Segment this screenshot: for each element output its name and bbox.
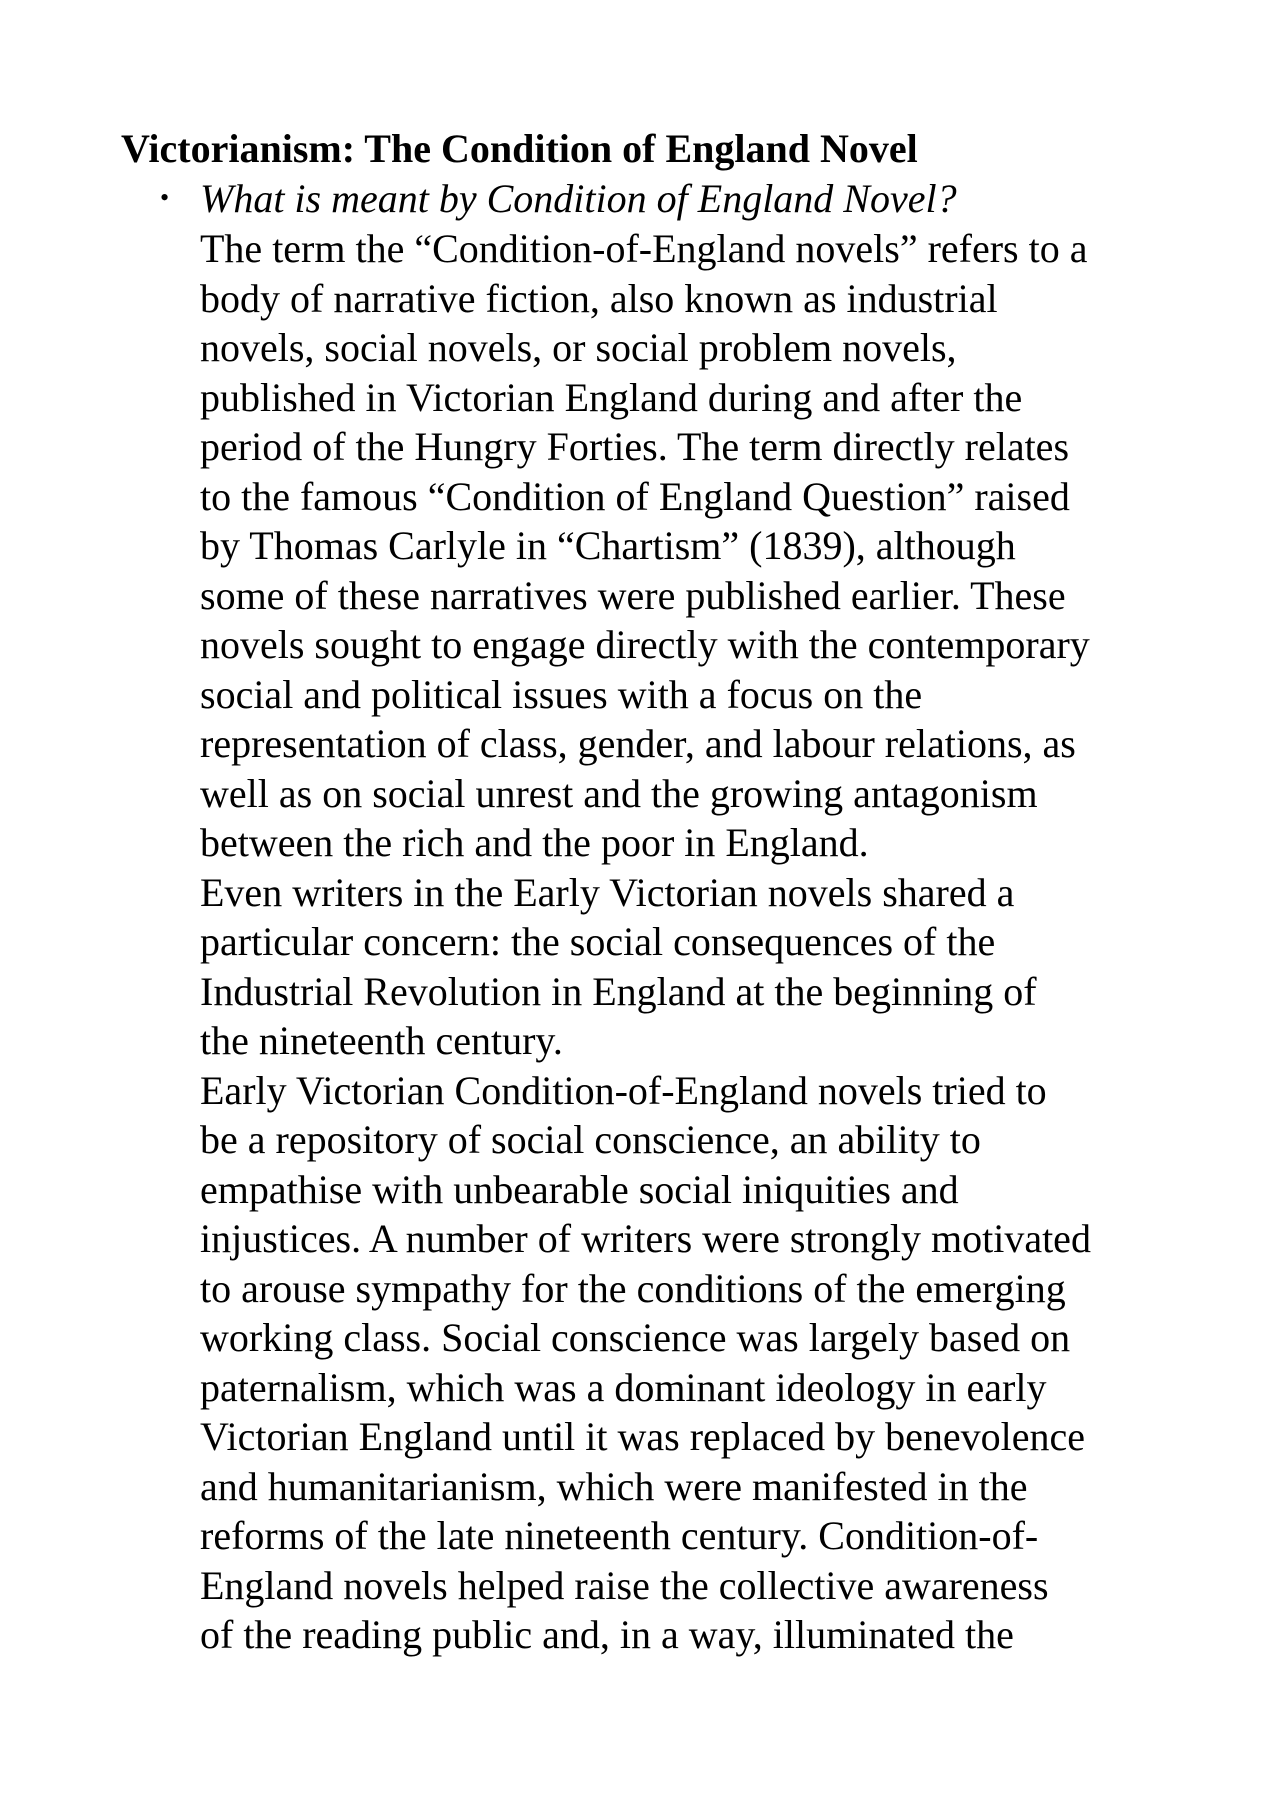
text-line: representation of class, gender, and labour relations, as	[200, 721, 1076, 766]
text-line: of the reading public and, in a way, illuminated the	[200, 1612, 1014, 1657]
section-question: What is meant by Condition of England Novel?	[200, 176, 957, 221]
text-line: body of narrative fiction, also known as industrial	[200, 275, 998, 321]
text-line: Victorian England until it was replaced by benevolence	[200, 1414, 1086, 1459]
text-line: social and political issues with a focus on the	[200, 671, 923, 717]
text-line: particular concern: the social consequences of the	[200, 919, 996, 964]
text-line: by Thomas Carlyle in “Chartism” (1839), although	[200, 523, 1016, 568]
text-line: reforms of the late nineteenth century. Condition-of-	[200, 1513, 1039, 1558]
document-title: Victorianism: The Condition of England Novel	[121, 126, 918, 171]
text-line: and humanitarianism, which were manifested in the	[200, 1463, 1028, 1509]
text-line: period of the Hungry Forties. The term directly relates	[200, 424, 1070, 469]
text-line: the nineteenth century.	[200, 1018, 563, 1063]
text-line: novels, social novels, or social problem novels,	[200, 325, 957, 370]
text-line: published in Victorian England during and after the	[200, 374, 1023, 420]
text-line: working class. Social conscience was largely based on	[200, 1315, 1071, 1360]
text-line: well as on social unrest and the growing antagonism	[200, 770, 1038, 816]
body-text	[200, 224, 1180, 1660]
text-line: Early Victorian Condition-of-England novels tried to	[200, 1067, 1047, 1113]
text-line: to the famous “Condition of England Question” raised	[200, 473, 1070, 519]
text-line: Even writers in the Early Victorian novels shared a	[200, 869, 1015, 915]
text-line: empathise with unbearable social iniquities and	[200, 1166, 959, 1212]
text-line: England novels helped raise the collective awareness	[200, 1562, 1049, 1608]
text-line: Industrial Revolution in England at the beginning of	[200, 968, 1037, 1014]
bullet-marker: •	[160, 183, 170, 212]
text-line: be a repository of social conscience, an ability to	[200, 1117, 981, 1162]
text-line: injustices. A number of writers were strongly motivated	[200, 1216, 1091, 1261]
text-line: some of these narratives were published earlier. These	[200, 572, 1066, 618]
text-line: paternalism, which was a dominant ideology in early	[200, 1364, 1047, 1410]
text-line: between the rich and the poor in England.	[200, 820, 869, 865]
text-line: The term the “Condition-of-England novels” refers to a	[200, 226, 1088, 271]
text-line: to arouse sympathy for the conditions of the emerging	[200, 1265, 1066, 1311]
text-line: novels sought to engage directly with the contemporary	[200, 622, 1090, 667]
